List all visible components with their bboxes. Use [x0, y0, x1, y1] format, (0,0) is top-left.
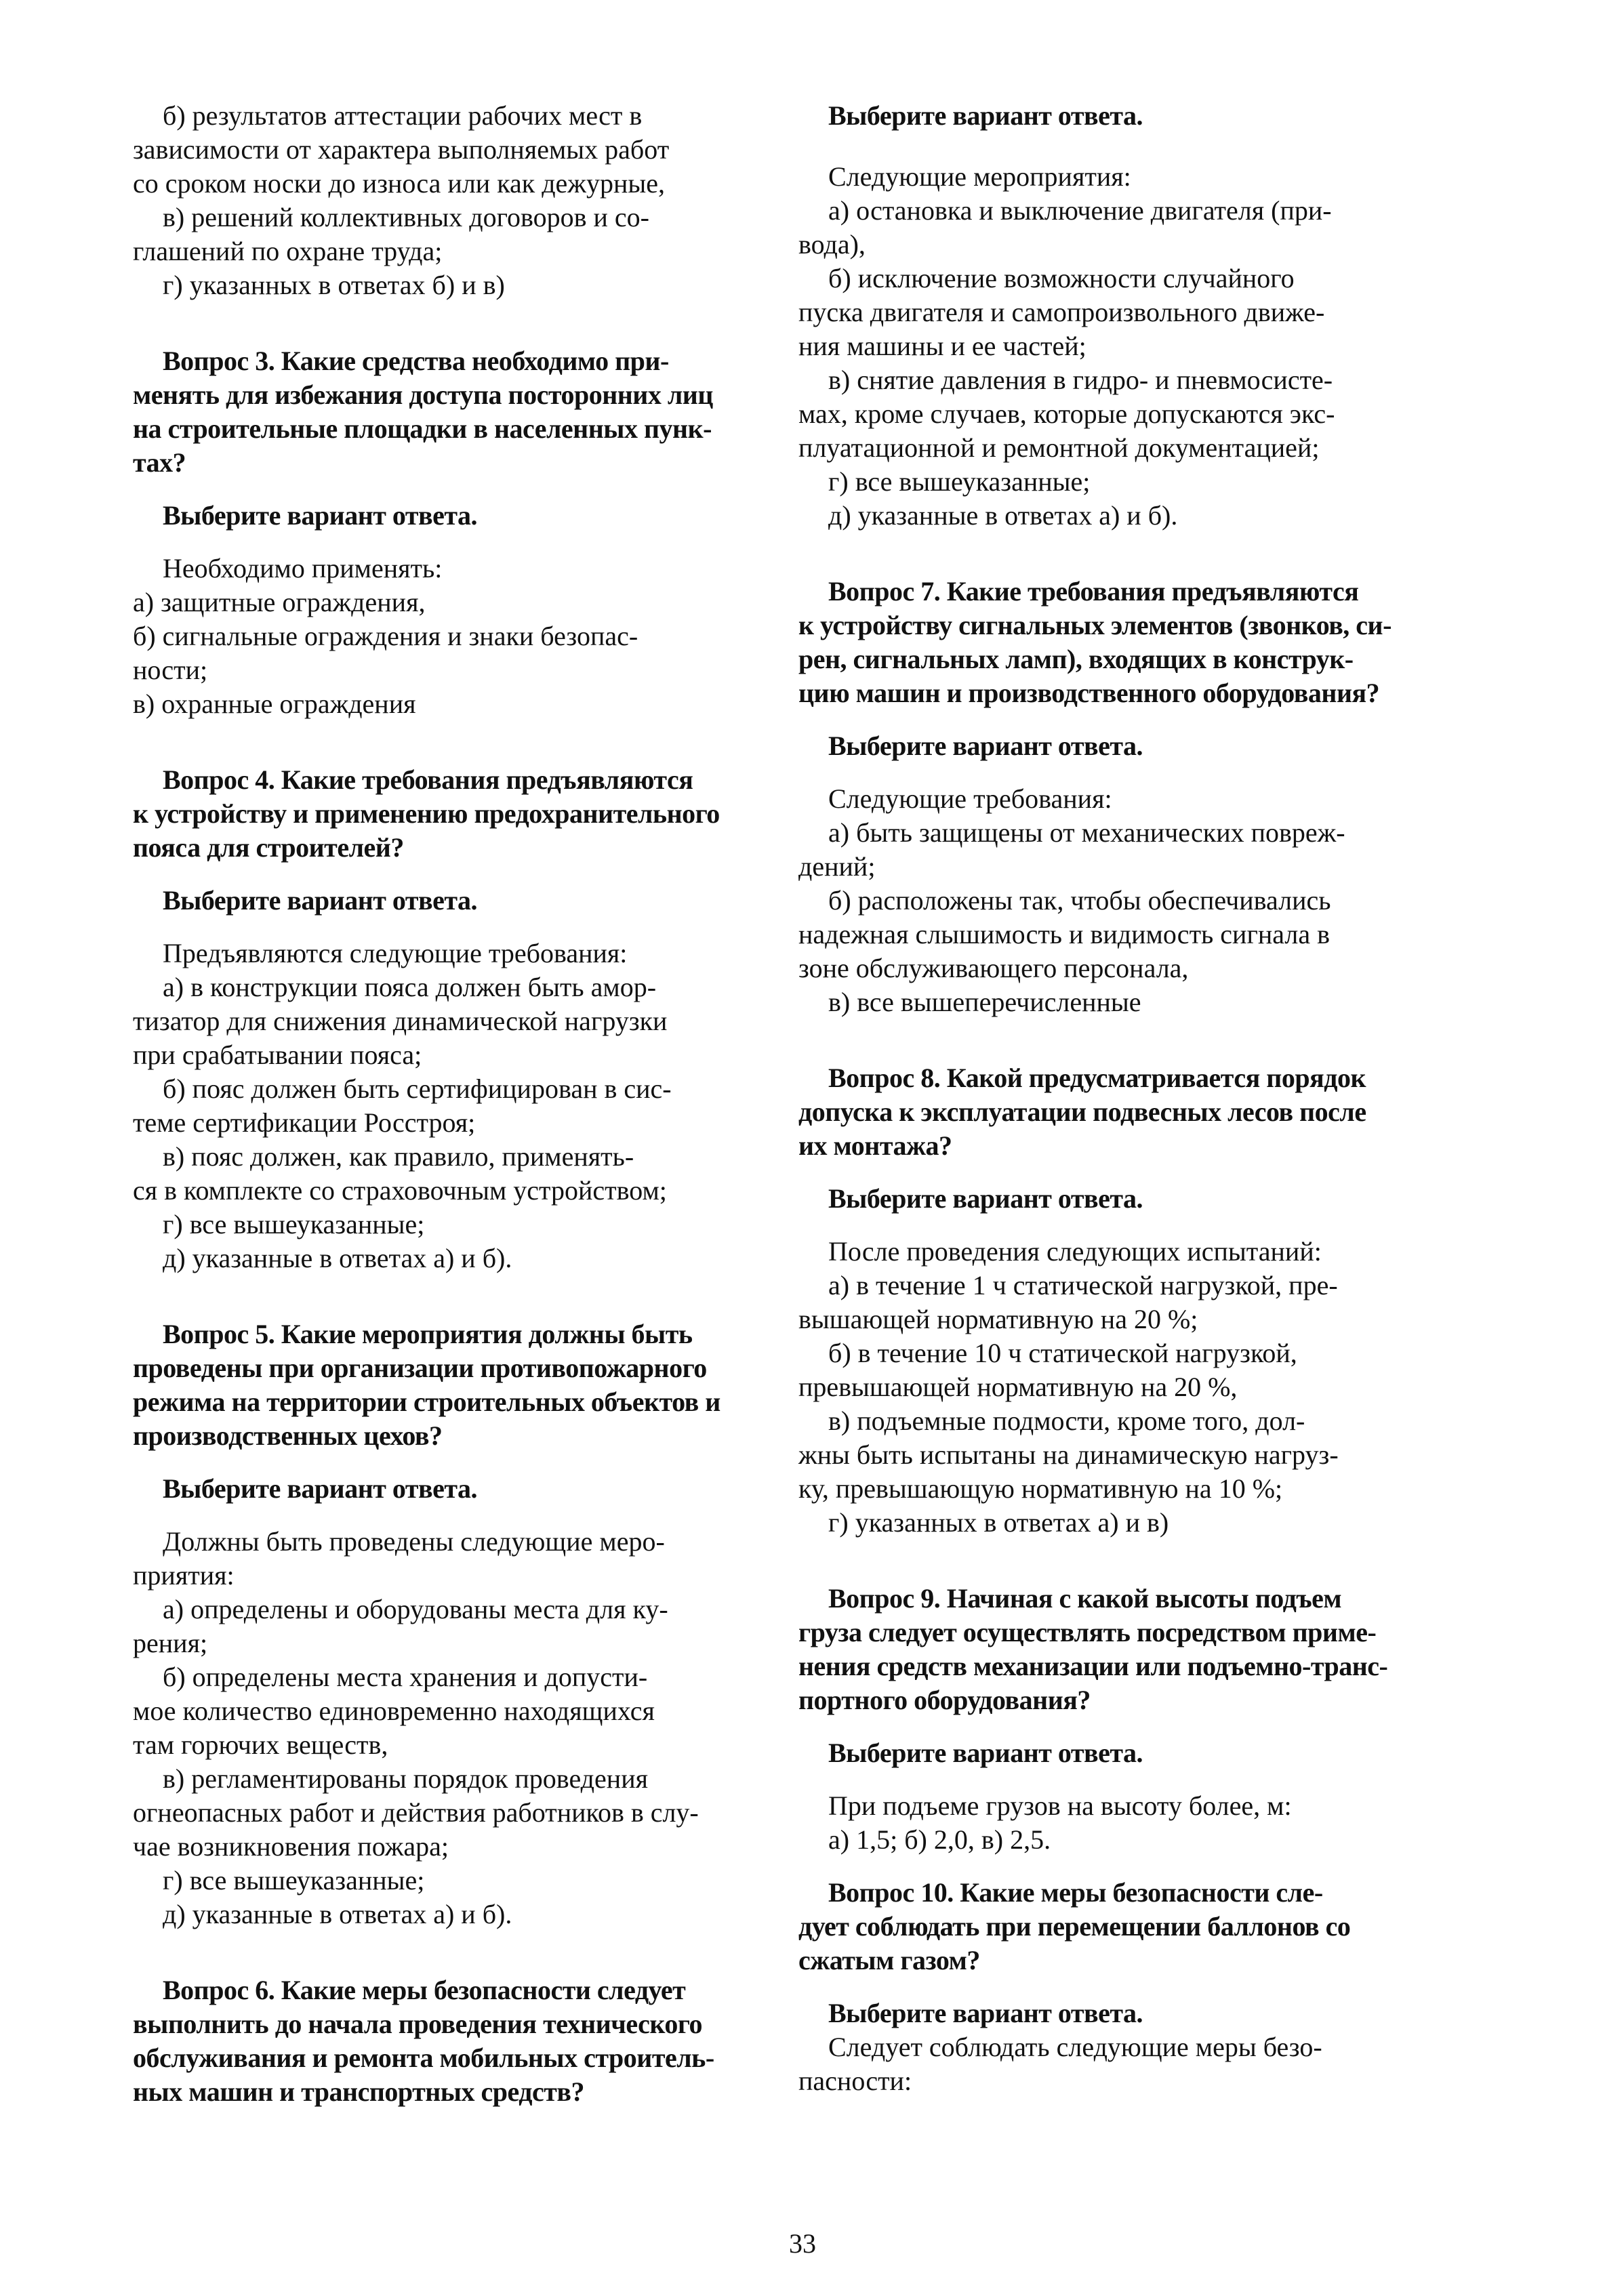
answer-line: а) защитные ограждения,	[133, 587, 426, 617]
answer-line: д) указанные в ответах а) и б).	[163, 1899, 512, 1929]
question-heading: рен, сигнальных ламп), входящих в конструк-	[798, 644, 1354, 674]
answer-line: а) в конструкции пояса должен быть амор-	[163, 972, 657, 1002]
question-heading: ных машин и транспортных средств?	[133, 2076, 584, 2107]
question-heading: Вопрос 10. Какие меры безопасности сле-	[828, 1877, 1323, 1908]
answer-line: мах, кроме случаев, которые допускаются экс-	[798, 398, 1335, 429]
question-heading: выполнить до начала проведения технического	[133, 2009, 703, 2039]
question-heading: нения средств механизации или подъемно-транс-	[798, 1651, 1388, 1681]
question-heading: Вопрос 3. Какие средства необходимо при-	[163, 346, 669, 376]
answer-line: а) быть защищены от механических повреж-	[828, 817, 1345, 848]
answer-line: б) в течение 10 ч статической нагрузкой,	[828, 1338, 1297, 1368]
question-heading: Вопрос 8. Какой предусматривается порядок	[828, 1063, 1366, 1093]
question-heading: менять для избежания доступа посторонних лиц	[133, 380, 713, 410]
answer-line: надежная слышимость и видимость сигнала в	[798, 919, 1330, 949]
question-3	[133, 344, 765, 721]
answer-line: зоне обслуживающего персонала,	[798, 953, 1189, 983]
question-heading: режима на территории строительных объектов и	[133, 1387, 720, 1417]
question-8	[798, 1061, 1430, 1540]
q2-continuation	[133, 99, 765, 302]
answer-prompt: Выберите вариант ответа.	[163, 885, 478, 916]
answer-prompt: Выберите вариант ответа.	[828, 1998, 1143, 2028]
answer-line: зависимости от характера выполняемых работ	[133, 134, 670, 165]
question-heading: на строительные площадки в населенных пунк-	[133, 413, 712, 444]
answer-line: Следующие требования:	[828, 783, 1112, 814]
question-4	[133, 763, 765, 1275]
answer-line: в) пояс должен, как правило, применять-	[163, 1141, 634, 1172]
question-heading: их монтажа?	[798, 1130, 952, 1161]
answer-prompt: Выберите вариант ответа.	[828, 731, 1143, 761]
answer-line: превышающей нормативную на 20 %,	[798, 1372, 1238, 1402]
question-heading: Вопрос 7. Какие требования предъявляются	[828, 576, 1359, 607]
question-6	[133, 1973, 765, 2109]
question-heading: дует соблюдать при перемещении баллонов со	[798, 1911, 1351, 1942]
answer-line: в) все вышеперечисленные	[828, 987, 1141, 1017]
answer-line: г) все вышеуказанные;	[828, 466, 1091, 497]
answer-line: Необходимо применять:	[163, 553, 443, 583]
answer-line: в) охранные ограждения	[133, 689, 416, 719]
question-heading: груза следует осуществлять посредством приме-	[798, 1617, 1377, 1647]
answer-line: Предъявляются следующие требования:	[163, 938, 628, 968]
question-heading: цию машин и производственного оборудования?	[798, 678, 1380, 708]
question-heading: Вопрос 4. Какие требования предъявляются	[163, 764, 693, 795]
question-heading: производственных цехов?	[133, 1420, 443, 1451]
question-heading: Вопрос 5. Какие мероприятия должны быть	[163, 1319, 693, 1349]
answer-line: Следующие мероприятия:	[828, 161, 1131, 192]
answer-line: а) 1,5; б) 2,0, в) 2,5.	[828, 1824, 1051, 1855]
answer-line: приятия:	[133, 1560, 235, 1591]
question-5	[133, 1317, 765, 1931]
answer-line: а) остановка и выключение двигателя (при-	[828, 195, 1332, 226]
answer-line: а) определены и оборудованы места для ку-	[163, 1594, 668, 1624]
answer-line: рения;	[133, 1628, 208, 1658]
answer-line: Следует соблюдать следующие меры безо-	[828, 2032, 1322, 2062]
answer-line: чае возникновения пожара;	[133, 1831, 449, 1862]
question-heading: обслуживания и ремонта мобильных строитель-	[133, 2043, 714, 2073]
answer-line: б) определены места хранения и допусти-	[163, 1662, 648, 1692]
answer-line: глашений по охране труда;	[133, 236, 443, 266]
answer-line: г) все вышеуказанные;	[163, 1209, 425, 1239]
answer-line: в) регламентированы порядок проведения	[163, 1763, 648, 1794]
answer-prompt: Выберите вариант ответа.	[163, 500, 478, 531]
question-7	[798, 575, 1430, 1019]
answer-line: жны быть испытаны на динамическую нагруз-	[798, 1439, 1339, 1470]
answer-line: вода),	[798, 229, 866, 260]
answer-line: После проведения следующих испытаний:	[828, 1236, 1322, 1267]
question-heading: пояса для строителей?	[133, 832, 404, 863]
answer-line: огнеопасных работ и действия работников в слу-	[133, 1797, 699, 1828]
left-column	[133, 99, 765, 2109]
answer-line: б) расположены так, чтобы обеспечивались	[828, 885, 1331, 916]
answer-line: со сроком носки до износа или как дежурные,	[133, 168, 665, 199]
answer-line: дений;	[798, 851, 876, 882]
answer-line: б) сигнальные ограждения и знаки безопас-	[133, 621, 638, 651]
answer-line: в) решений коллективных договоров и со-	[163, 202, 649, 232]
question-heading: к устройству сигнальных элементов (звонков, си-	[798, 610, 1391, 640]
question-6-answers	[798, 99, 1430, 533]
answer-line: в) подъемные подмости, кроме того, дол-	[828, 1406, 1305, 1436]
answer-line: г) указанных в ответах б) и в)	[163, 270, 505, 300]
answer-line: вышающей нормативную на 20 %;	[798, 1304, 1198, 1334]
answer-line: г) указанных в ответах а) и в)	[828, 1507, 1169, 1538]
answer-line: пасности:	[798, 2066, 912, 2096]
answer-line: б) пояс должен быть сертифицирован в сис-	[163, 1073, 672, 1104]
answer-line: мое количество единовременно находящихся	[133, 1696, 655, 1726]
right-column	[798, 99, 1430, 2098]
answer-line: плуатационной и ремонтной документацией;	[798, 432, 1320, 463]
answer-line: теме сертификации Росстроя;	[133, 1107, 476, 1138]
answer-prompt: Выберите вариант ответа.	[163, 1473, 478, 1504]
answer-line: д) указанные в ответах а) и б).	[828, 500, 1178, 531]
answer-line: при срабатывании пояса;	[133, 1040, 422, 1070]
answer-line: пуска двигателя и самопроизвольного движе-	[798, 297, 1325, 327]
answer-line: ку, превышающую нормативную на 10 %;	[798, 1473, 1283, 1504]
answer-line: При подъеме грузов на высоту более, м:	[828, 1790, 1292, 1821]
answer-line: там горючих веществ,	[133, 1729, 388, 1760]
answer-line: б) результатов аттестации рабочих мест в	[163, 100, 643, 131]
answer-line: Должны быть проведены следующие меро-	[163, 1526, 665, 1557]
answer-line: б) исключение возможности случайного	[828, 263, 1295, 293]
answer-prompt: Выберите вариант ответа.	[828, 1183, 1143, 1214]
answer-line: ся в комплекте со страховочным устройством;	[133, 1175, 667, 1206]
question-heading: сжатым газом?	[798, 1945, 980, 1975]
answer-line: ности;	[133, 655, 208, 685]
question-heading: тах?	[133, 447, 186, 478]
answer-line: г) все вышеуказанные;	[163, 1865, 425, 1895]
question-heading: к устройству и применению предохранительного	[133, 798, 720, 829]
answer-prompt: Выберите вариант ответа.	[828, 1738, 1143, 1768]
answer-line: в) снятие давления в гидро- и пневмосисте-	[828, 365, 1333, 395]
answer-line: тизатор для снижения динамической нагрузки	[133, 1006, 668, 1036]
question-heading: Вопрос 9. Начиная с какой высоты подъем	[828, 1583, 1342, 1614]
answer-line: д) указанные в ответах а) и б).	[163, 1243, 512, 1273]
answer-line: ния машины и ее частей;	[798, 331, 1086, 361]
question-10	[798, 1876, 1430, 2098]
question-9	[798, 1582, 1430, 1857]
question-heading: портного оборудования?	[798, 1685, 1091, 1715]
answer-prompt: Выберите вариант ответа.	[828, 100, 1143, 131]
question-heading: допуска к эксплуатации подвесных лесов после	[798, 1096, 1366, 1127]
answer-line: а) в течение 1 ч статической нагрузкой, пре-	[828, 1270, 1338, 1300]
question-heading: Вопрос 6. Какие меры безопасности следует	[163, 1975, 686, 2005]
page-number: 33	[789, 2228, 816, 2259]
question-heading: проведены при организации противопожарного	[133, 1353, 707, 1383]
